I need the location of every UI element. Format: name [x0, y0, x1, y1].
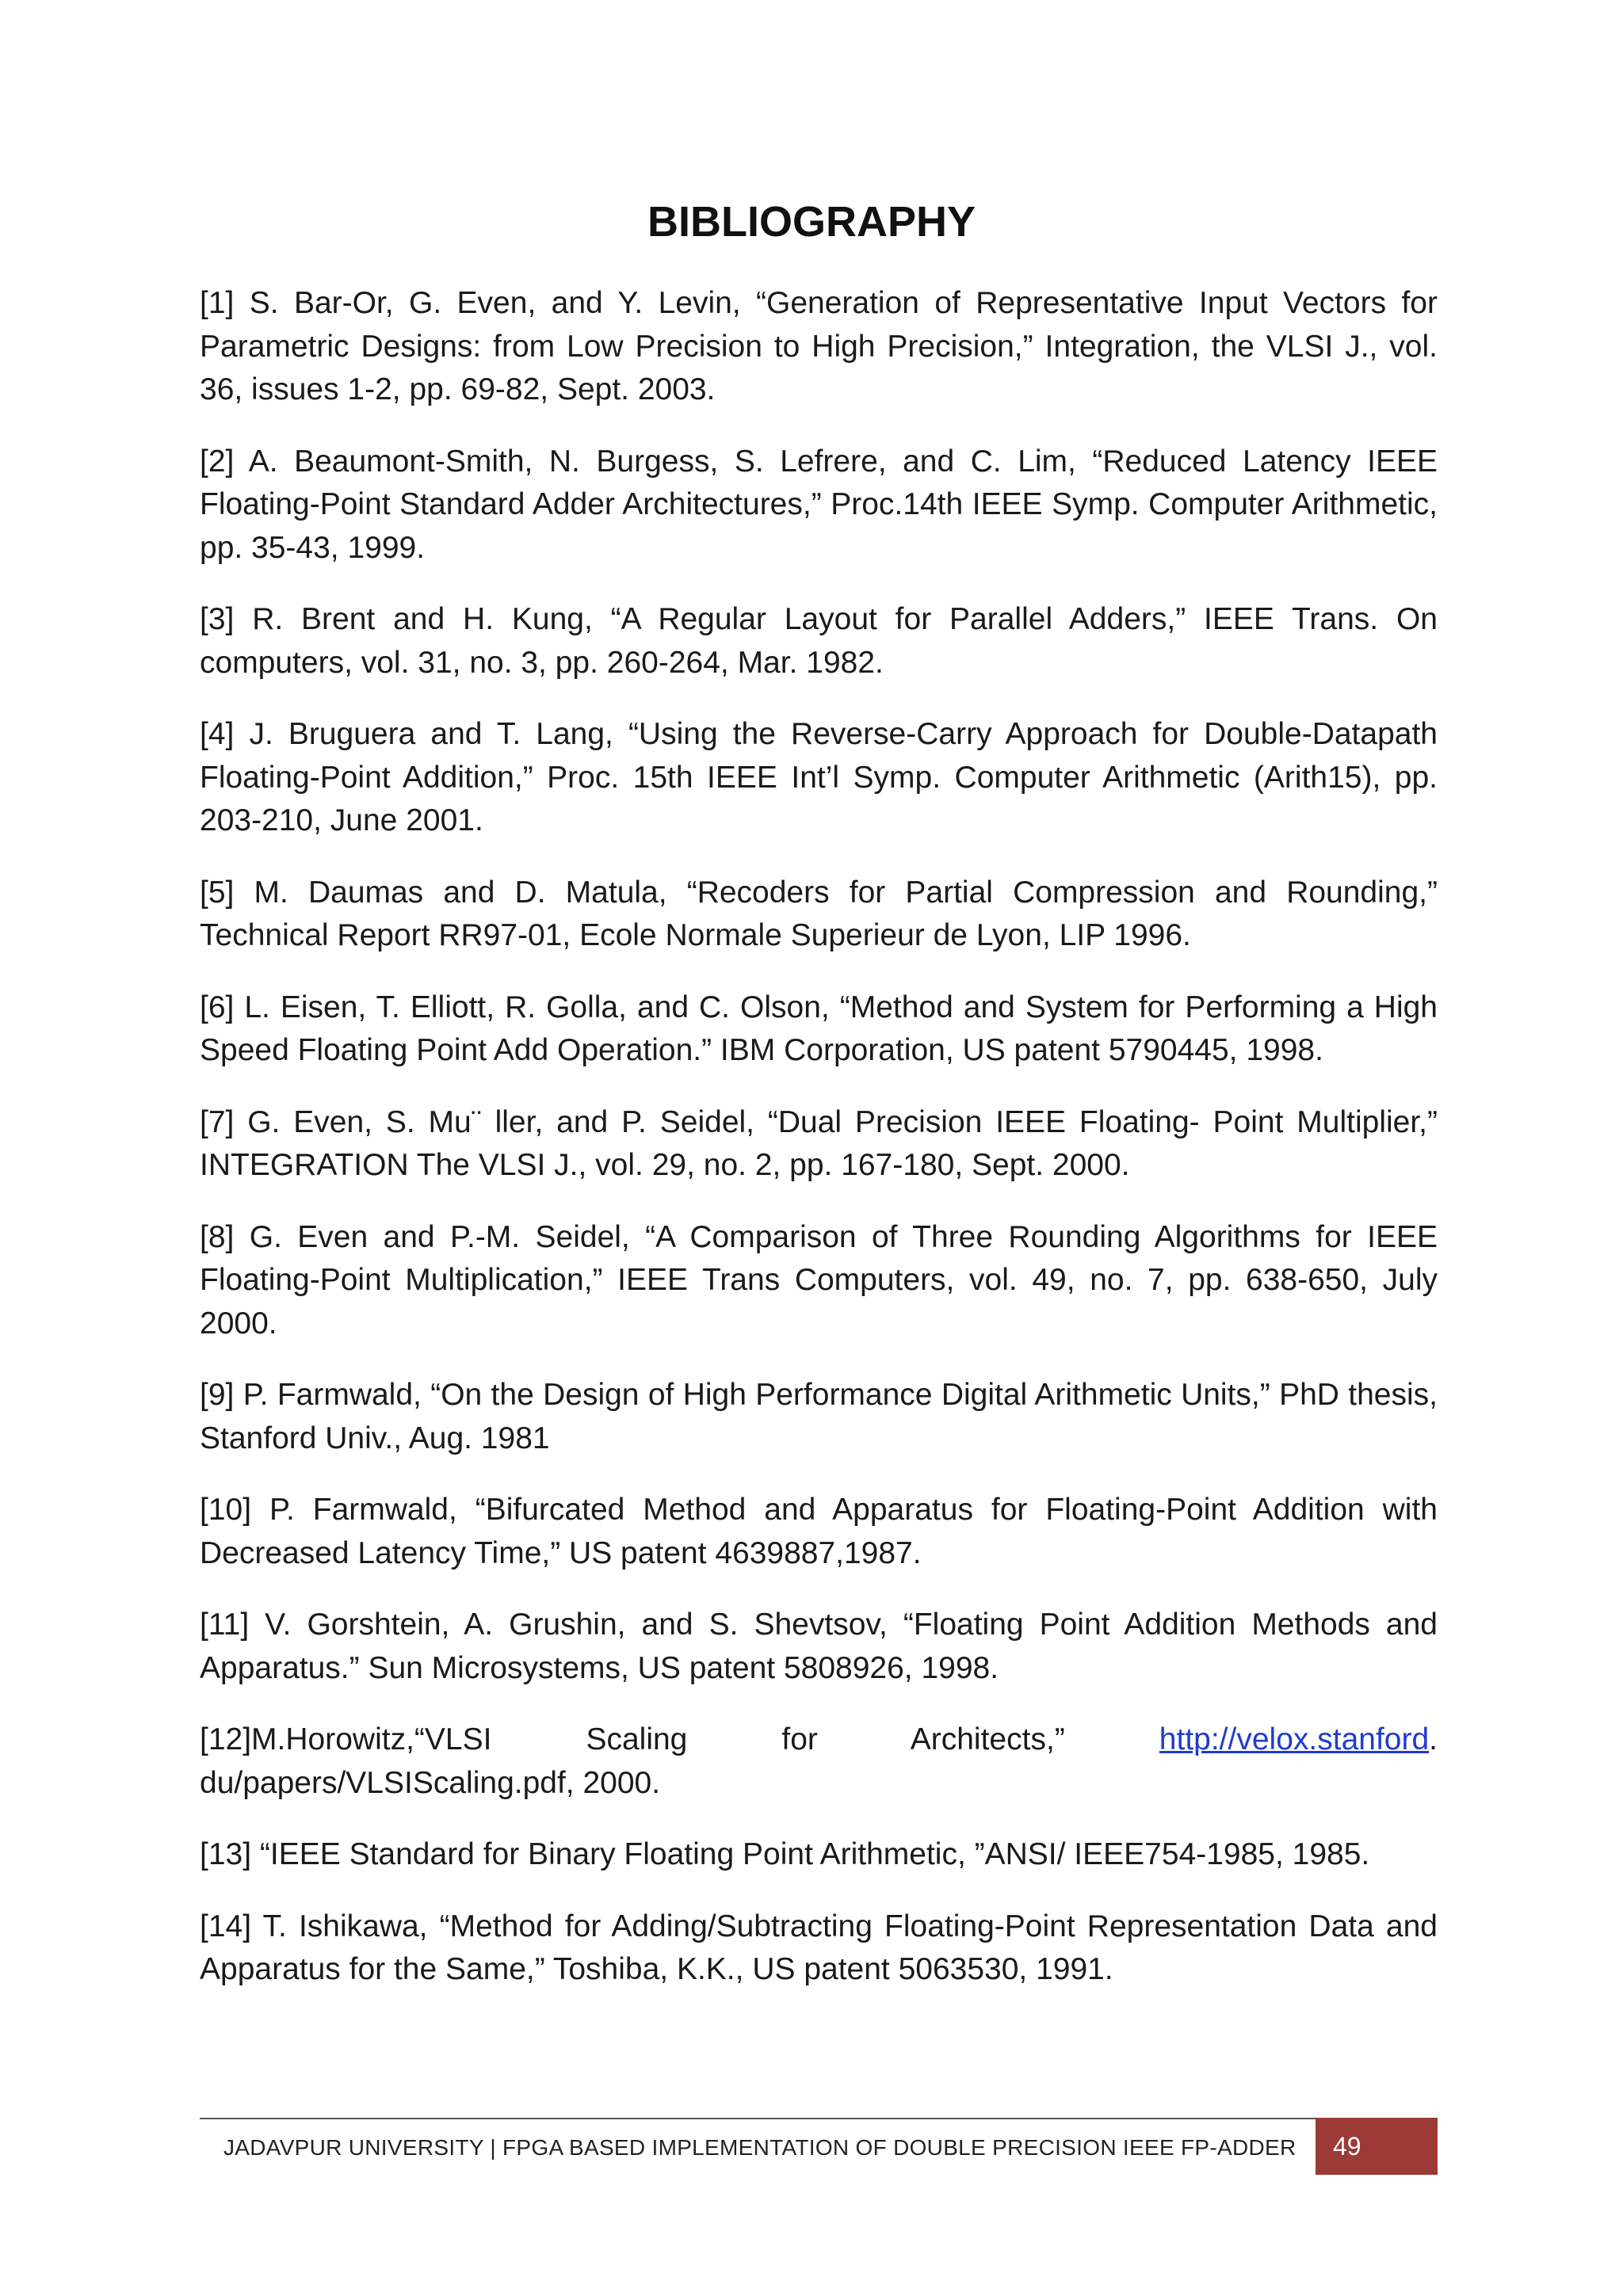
reference-12-tail: . du/papers/VLSIScaling.pdf, 2000. — [200, 1722, 1438, 1800]
reference-item: [6] L. Eisen, T. Elliott, R. Golla, and C. Olson, “Method and System for Performing a High Speed Floating Point Add Operation.” IBM Corporation, US patent 5790445, 1998. — [200, 990, 1438, 1067]
reference-item: [3] R. Brent and H. Kung, “A Regular Layout for Parallel Adders,” IEEE Trans. On computers, vol. 31, no. 3, pp. 260-264, Mar. 1982. — [200, 602, 1438, 680]
reference-item-12 — [200, 1718, 1438, 1805]
reference-item: [8] G. Even and P.-M. Seidel, “A Comparison of Three Rounding Algorithms for IEEE Floating-Point Multiplication,” IEEE Trans Computers, vol. 49, no. 7, pp. 638-650, July 2000. — [200, 1219, 1438, 1341]
reference-item: [10] P. Farmwald, “Bifurcated Method and Apparatus for Floating-Point Addition with Decreased Latency Time,” US patent 4639887,1987. — [200, 1493, 1438, 1570]
reference-item: [9] P. Farmwald, “On the Design of High Performance Digital Arithmetic Units,” PhD thesis, Stanford Univ., Aug. 1981 — [200, 1378, 1438, 1455]
reference-item: [1] S. Bar-Or, G. Even, and Y. Levin, “Generation of Representative Input Vectors for Parametric Designs: from Low Precision to High Precision,” Integration, the VLSI J., vol. 36, issues 1-2, pp. 69-82, Sept. 2003. — [200, 286, 1438, 406]
reference-item: [4] J. Bruguera and T. Lang, “Using the Reverse-Carry Approach for Double-Datapath Floating-Point Addition,” Proc. 15th IEEE Int’l Symp. Computer Arithmetic (Arith15), pp. 203-210, June 2001. — [200, 717, 1438, 837]
reference-12-link[interactable]: http://velox.stanford — [1159, 1722, 1430, 1756]
running-footer: JADAVPUR UNIVERSITY | FPGA BASED IMPLEMENTATION OF DOUBLE PRECISION IEEE FP-ADDER — [223, 2135, 1296, 2160]
reference-item: [2] A. Beaumont-Smith, N. Burgess, S. Lefrere, and C. Lim, “Reduced Latency IEEE Floating-Point Standard Adder Architectures,” Proc.14th IEEE Symp. Computer Arithmetic, pp. 35-43, 1999. — [200, 444, 1438, 565]
reference-item: [13] “IEEE Standard for Binary Floating Point Arithmetic, ”ANSI/ IEEE754-1985, 1985. — [200, 1837, 1370, 1871]
reference-item: [5] M. Daumas and D. Matula, “Recoders for Partial Compression and Rounding,” Technical Report RR97-01, Ecole Normale Superieur de Lyon, LIP 1996. — [200, 875, 1438, 952]
page-title: BIBLIOGRAPHY — [647, 198, 976, 246]
reference-item: [14] T. Ishikawa, “Method for Adding/Subtracting Floating-Point Representation Data and Apparatus for the Same,” Toshiba, K.K., US patent 5063530, 1991. — [200, 1909, 1438, 1986]
reference-item: [7] G. Even, S. Mu¨ ller, and P. Seidel, “Dual Precision IEEE Floating- Point Multiplier,” INTEGRATION The VLSI J., vol. 29, no. 2, pp. 167-180, Sept. 2000. — [200, 1104, 1438, 1182]
footer-divider — [200, 2118, 1438, 2119]
reference-item: [11] V. Gorshtein, A. Grushin, and S. Shevtsov, “Floating Point Addition Methods and Apparatus.” Sun Microsystems, US patent 5808926, 1998. — [200, 1608, 1438, 1685]
reference-12-text: [12]M.Horowitz,“VLSI Scaling for Architects,” — [200, 1722, 1159, 1756]
reference-list — [200, 282, 1438, 2020]
page-number: 49 — [1316, 2118, 1438, 2175]
